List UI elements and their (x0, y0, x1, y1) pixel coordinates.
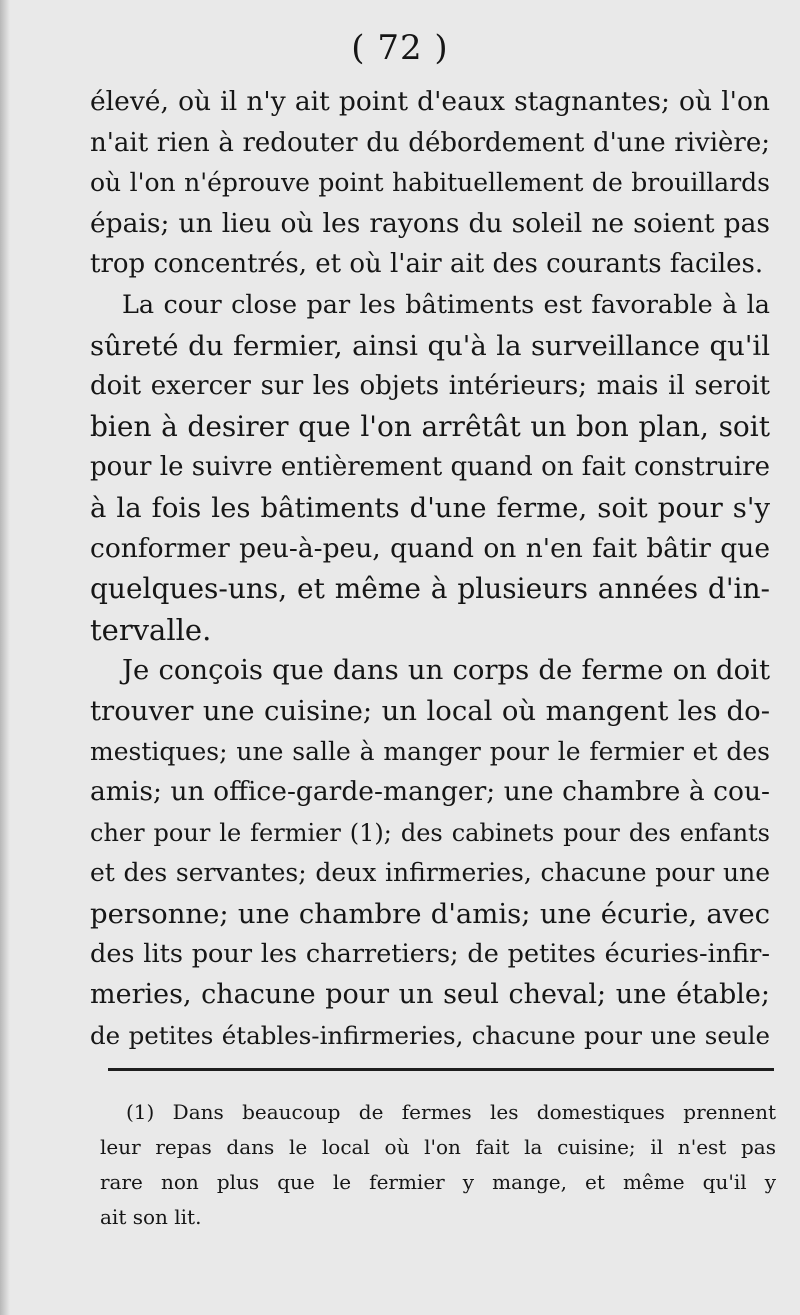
text-line: épais; un lieu où les rayons du soleil ne soient pas (90, 207, 770, 239)
footnote-line: (1) Dans beaucoup de fermes les domestiques prennent (126, 1100, 776, 1124)
page-binding-shadow (0, 0, 10, 1315)
text-line: de petites étables-infirmeries, chacune pour une seule (90, 1020, 770, 1050)
footnote (100, 1095, 776, 1235)
text-line: amis; un office-garde-manger; une chambre à cou- (90, 776, 770, 808)
text-line: trouver une cuisine; un local où mangent les do- (90, 694, 770, 727)
text-line: meries, chacune pour un seul cheval; une étable; (90, 979, 770, 1011)
text-line: sûreté du fermier, ainsi qu'à la surveillance qu'il (90, 329, 770, 362)
text-line: et des servantes; deux infirmeries, chacune pour une (90, 858, 770, 888)
text-line: Je conçois que dans un corps de ferme on doit (122, 654, 770, 687)
text-line: n'ait rien à redouter du débordement d'une rivière; (90, 127, 770, 158)
text-line: doit exercer sur les objets intérieurs; mais il seroit (90, 371, 770, 402)
text-line: des lits pour les charretiers; de petites écuries-infir- (90, 939, 770, 970)
text-line: pour le suivre entièrement quand on fait construire (90, 452, 770, 483)
body-text (90, 82, 770, 1056)
text-line: La cour close par les bâtiments est favorable à la (122, 289, 770, 320)
text-line: trop concentrés, et où l'air ait des courants faciles. (90, 249, 764, 280)
text-line: cher pour le fermier (1); des cabinets pour des enfants (90, 818, 770, 847)
text-line: élevé, où il n'y ait point d'eaux stagnantes; où l'on (90, 86, 770, 117)
text-line: à la fois les bâtiments d'une ferme, soit pour s'y (90, 491, 770, 524)
text-line: personne; une chambre d'amis; une écurie, avec (90, 897, 770, 930)
footnote-line: leur repas dans le local où l'on fait la cuisine; il n'est pas (100, 1135, 776, 1159)
footnote-line: ait son lit. (100, 1205, 202, 1229)
page-number: ( 72 ) (351, 28, 449, 68)
text-line: quelques-uns, et même à plusieurs années d'in- (90, 572, 770, 606)
text-line: mestiques; une salle à manger pour le fermier et des (90, 736, 770, 766)
text-line: où l'on n'éprouve point habituellement de brouillards (90, 168, 770, 198)
text-line: tervalle. (90, 612, 212, 647)
footnote-rule (108, 1068, 774, 1071)
text-line: conformer peu-à-peu, quand on n'en fait bâtir que (90, 532, 770, 564)
text-line: bien à desirer que l'on arrêtât un bon plan, soit (90, 409, 770, 443)
footnote-line: rare non plus que le fermier y mange, et même qu'il y (100, 1170, 776, 1194)
